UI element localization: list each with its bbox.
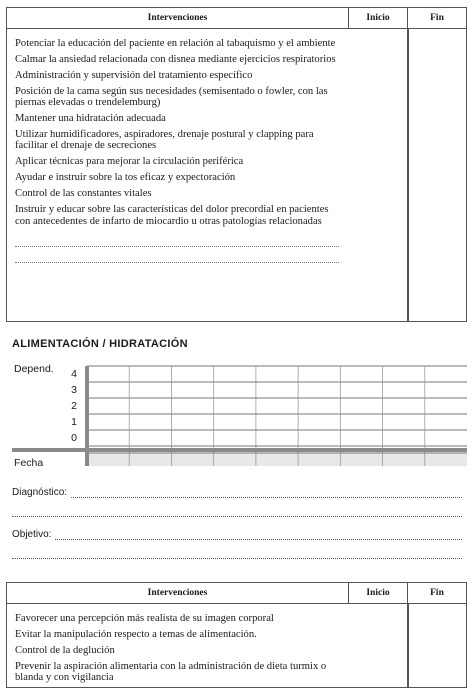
header-start: Inicio bbox=[348, 583, 407, 603]
blank-line[interactable] bbox=[15, 247, 339, 263]
interventions-table-1 bbox=[6, 7, 467, 322]
intervention-item: Administración y supervisión del tratamiento específico bbox=[15, 69, 253, 81]
end-column bbox=[408, 604, 466, 688]
intervention-item: Posición de la cama según sus necesidades (semisentado o fowler, con las piernas elevadas o trendelemburg) bbox=[15, 85, 328, 109]
header-end: Fin bbox=[407, 583, 466, 603]
intervention-item: Instruir y educar sobre las características del dolor precordial en pacientes con antecedentes de infarto de miocardio u otras patologías relacionadas bbox=[15, 204, 329, 227]
objective-field[interactable] bbox=[12, 529, 462, 540]
header-interventions: Intervenciones bbox=[147, 588, 208, 598]
objective-line[interactable] bbox=[12, 549, 462, 559]
intervention-item: Potenciar la educación del paciente en relación al tabaquismo y el ambiente bbox=[15, 38, 336, 49]
diagnosis-field[interactable] bbox=[12, 487, 462, 498]
table-header bbox=[7, 8, 466, 29]
header-start: Inicio bbox=[348, 8, 407, 28]
interventions-table-2 bbox=[6, 582, 467, 688]
intervention-item: Utilizar humidificadores, aspiradores, drenaje postural y clapping para facilitar el drenaje de secreciones bbox=[15, 128, 314, 152]
header-end: Fin bbox=[407, 8, 466, 28]
objective-field-2[interactable] bbox=[12, 549, 462, 559]
intervention-item: Mantener una hidratación adecuada bbox=[15, 113, 166, 125]
table-header bbox=[7, 583, 466, 604]
intervention-item: Evitar la manipulación respecto a temas de alimentación. bbox=[15, 628, 257, 640]
intervention-item: Favorecer una percepción más realista de su imagen corporal bbox=[15, 613, 274, 624]
diagnosis-line[interactable] bbox=[71, 488, 462, 498]
intervention-item: Prevenir la aspiración alimentaria con la administración de dieta turmix o blanda y con vigilancia bbox=[15, 660, 327, 684]
intervention-item: Ayudar e instruir sobre la tos eficaz y expectoración bbox=[15, 172, 236, 184]
y-level-label: 1 bbox=[71, 416, 77, 428]
diagnosis-label: Diagnóstico: bbox=[12, 487, 68, 498]
dependency-label: Depend. bbox=[14, 363, 54, 375]
intervention-item: Control de la deglución bbox=[15, 644, 115, 656]
intervention-item: Calmar la ansiedad relacionada con disnea mediante ejercicios respiratorios bbox=[15, 53, 336, 65]
date-label: Fecha bbox=[14, 457, 44, 469]
y-level-label: 4 bbox=[71, 368, 77, 380]
diagnosis-line[interactable] bbox=[12, 507, 462, 517]
objective-label: Objetivo: bbox=[12, 529, 52, 540]
dependency-grid[interactable] bbox=[12, 360, 467, 475]
diagnosis-field-2[interactable] bbox=[12, 507, 462, 517]
y-level-label: 3 bbox=[71, 384, 77, 396]
date-band bbox=[87, 453, 467, 466]
header-interventions: Intervenciones bbox=[147, 13, 208, 23]
end-column bbox=[408, 29, 466, 322]
objective-line[interactable] bbox=[55, 530, 462, 540]
dependency-chart bbox=[12, 360, 467, 475]
intervention-item: Control de las constantes vitales bbox=[15, 188, 152, 200]
y-level-label: 0 bbox=[71, 432, 77, 444]
y-level-label: 2 bbox=[71, 400, 77, 412]
section-title: ALIMENTACIÓN / HIDRATACIÓN bbox=[12, 338, 188, 350]
intervention-item: Aplicar técnicas para mejorar la circulación periférica bbox=[15, 156, 244, 168]
blank-line[interactable] bbox=[15, 231, 339, 247]
